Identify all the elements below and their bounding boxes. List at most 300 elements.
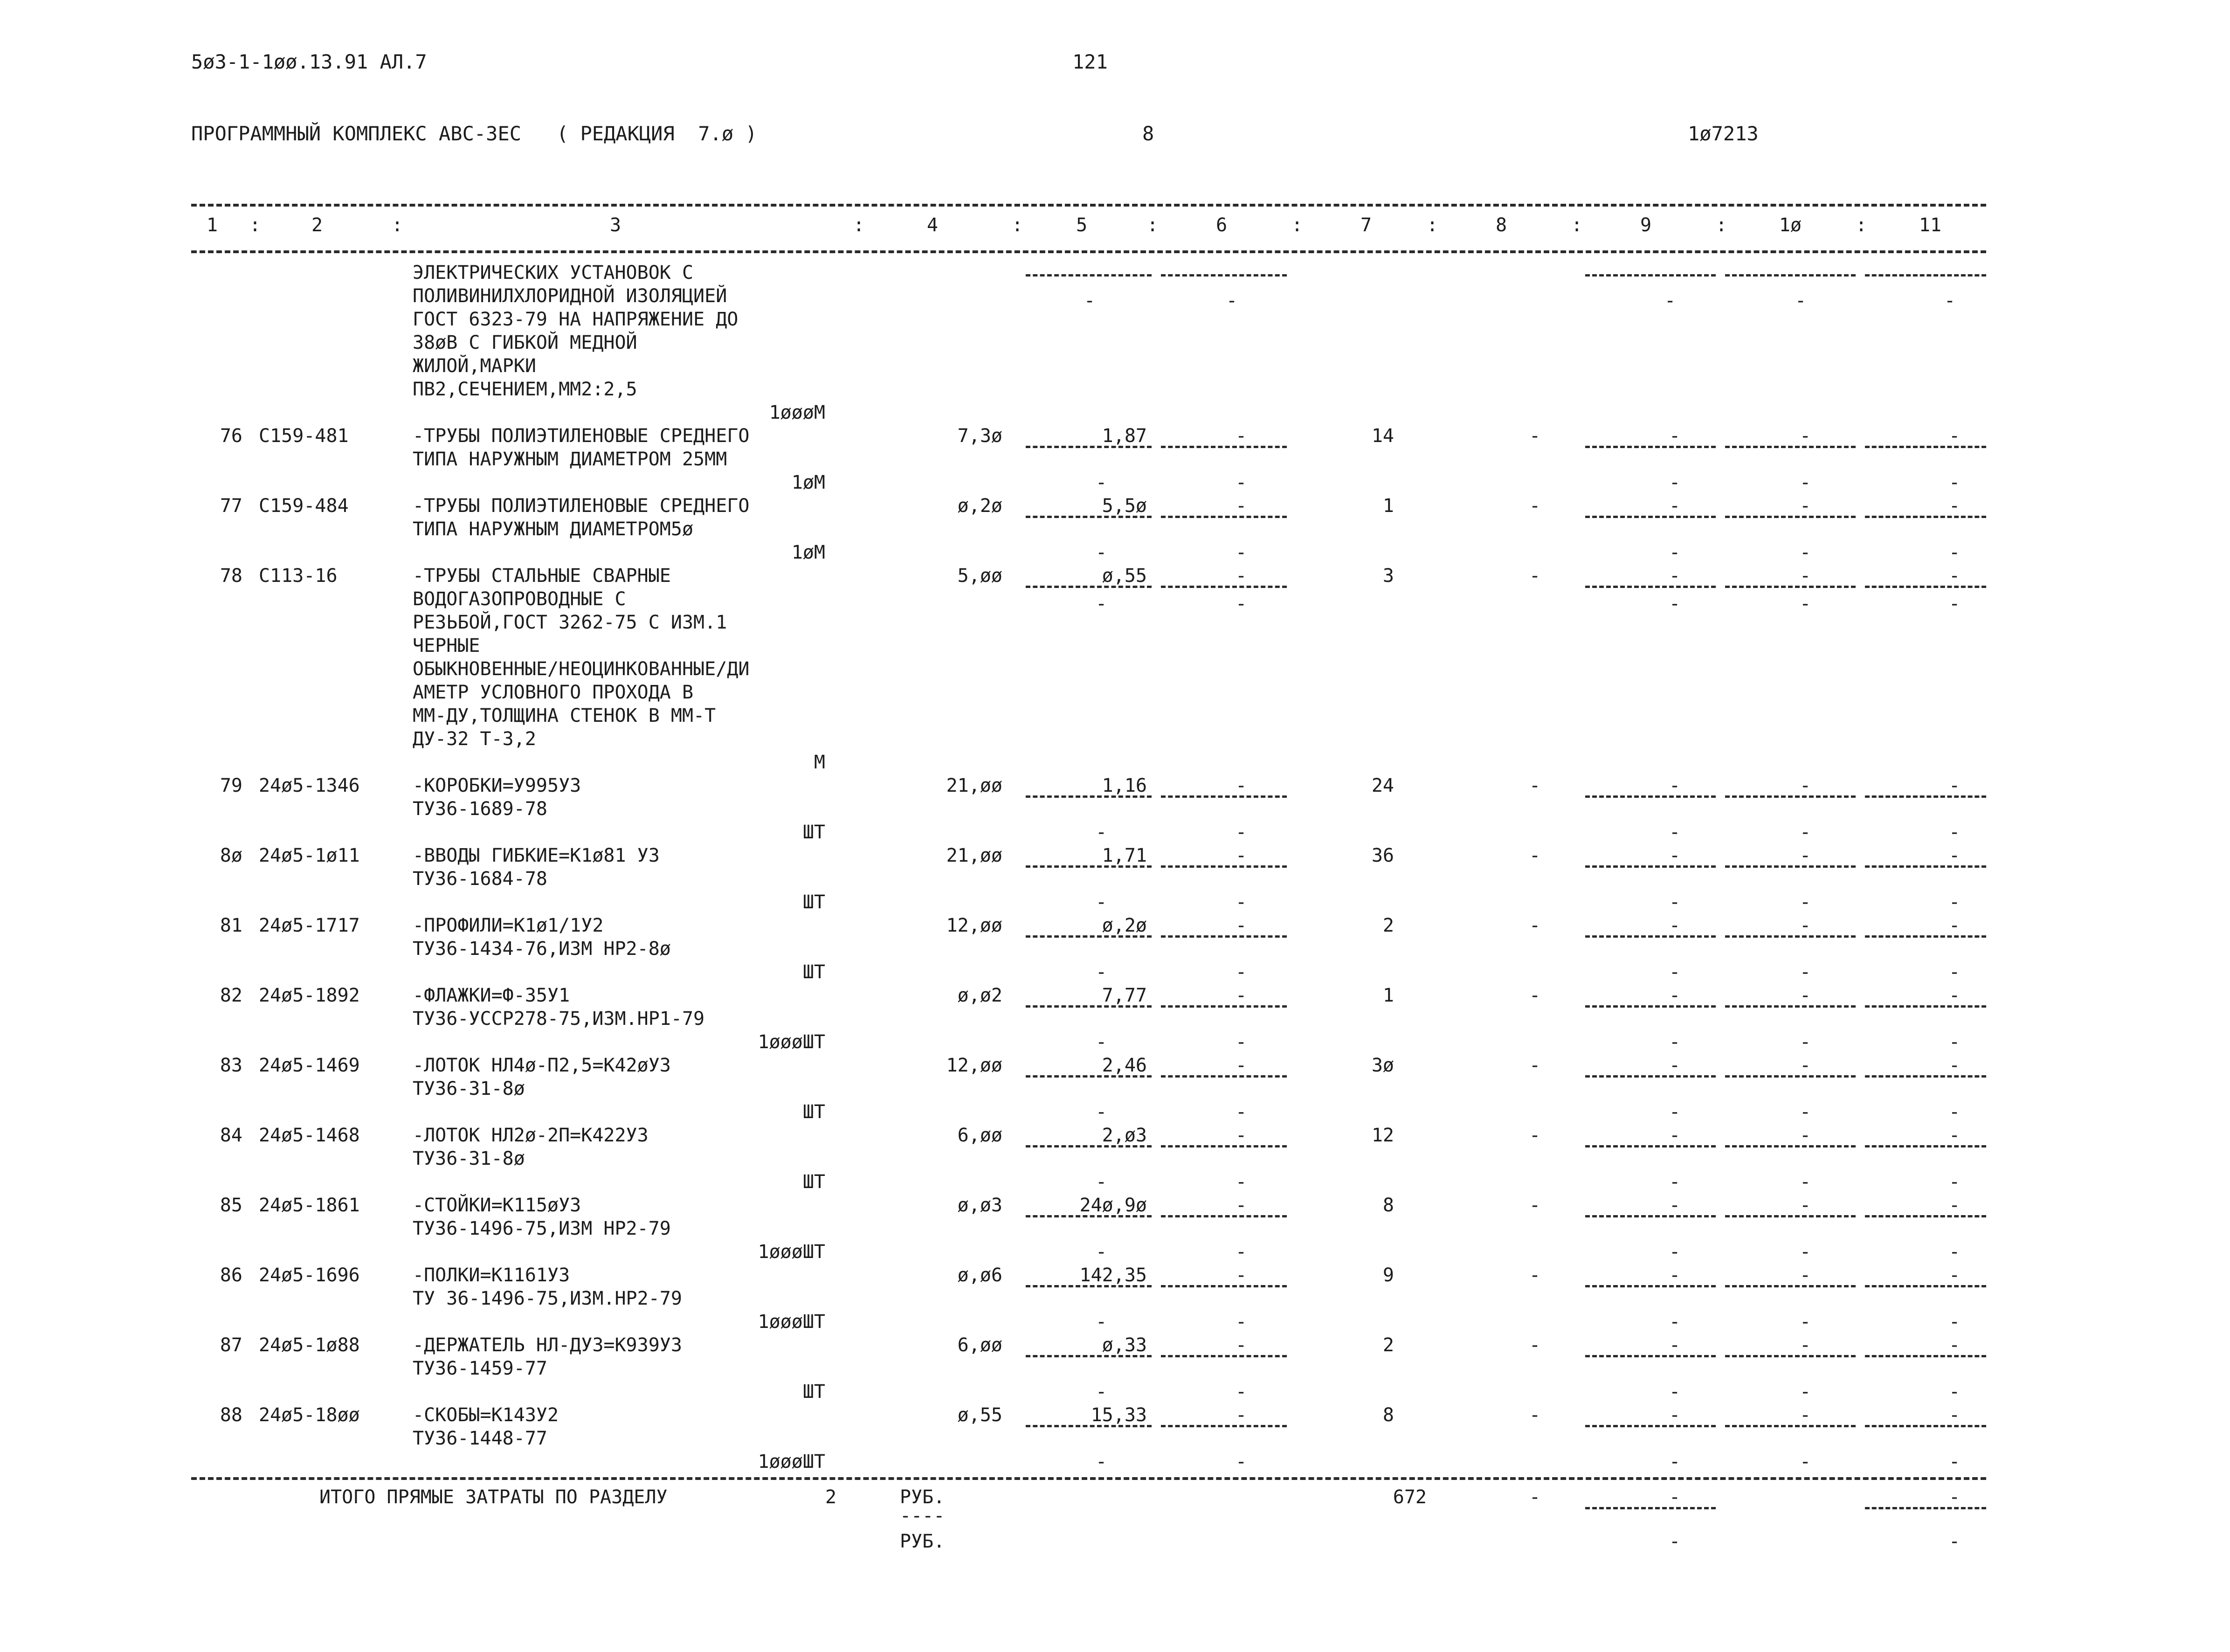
column-underline [1026,865,1152,868]
row-description-line: ТИПА НАРУЖНЫМ ДИАМЕТРОМ 25ММ [413,449,727,470]
row-col6: - [1236,425,1247,447]
row-col10: - [1800,495,1811,517]
total-col11-b: - [1949,1531,1961,1552]
dash-mark: - [1236,1031,1247,1053]
row-unit: ШТ [802,1171,825,1193]
row-price: 2,ø3 [1102,1125,1147,1146]
dash-mark: - [1669,892,1681,913]
row-description-line: ТУ36-1689-78 [413,798,547,820]
row-number: 85 [220,1195,242,1216]
column-underline [1026,1005,1152,1008]
row-unit: 1øøøШТ [758,1451,825,1472]
row-description-line: -ПРОФИЛИ=К1ø1/1У2 [413,915,604,936]
row-col8: - [1529,1055,1541,1076]
column-underline [1725,274,1856,276]
continuation-text-line: ЭЛЕКТРИЧЕСКИХ УСТАНОВОК С [413,262,694,283]
row-quantity: 21,øø [946,845,1002,866]
dash-mark: - [1669,1171,1681,1193]
row-description-line: ЧЕРНЫЕ [413,635,480,657]
row-description-line: ТУ36-1496-75,ИЗМ НР2-79 [413,1218,671,1239]
dash-mark: - [1236,1311,1247,1333]
row-col9: - [1669,1334,1681,1356]
row-col8: - [1529,1125,1541,1146]
row-number: 81 [220,915,242,936]
column-underline [1865,586,1986,588]
row-col9: - [1669,845,1681,866]
continuation-text-line: ГОСТ 6323-79 НА НАПРЯЖЕНИЕ ДО [413,309,739,330]
row-col11: - [1949,1055,1961,1076]
row-col11: - [1949,425,1961,447]
row-code: 24ø5-1696 [259,1265,360,1286]
row-quantity: ø,ø6 [957,1265,1002,1286]
row-col9: - [1669,1265,1681,1286]
row-col7: 3ø [1371,1055,1394,1076]
row-unit: 1øøøШТ [758,1311,825,1333]
dash-mark: - [1800,1031,1811,1053]
column-underline [1026,586,1152,588]
dash-mark: - [1096,1451,1107,1472]
column-underline [1585,1075,1716,1078]
dash-mark: - [1236,961,1247,983]
column-underline [1161,1285,1287,1287]
column-underline [1725,1145,1856,1147]
row-col10: - [1800,1265,1811,1286]
row-description-line: -СТОЙКИ=К115øУ3 [413,1195,581,1216]
row-price: 1,87 [1102,425,1147,447]
dash-mark: - [1800,1381,1811,1403]
row-unit: ШТ [802,1381,825,1403]
row-description-line: ТУ36-31-8ø [413,1078,525,1099]
row-number: 76 [220,425,242,447]
dash-mark: - [1800,961,1811,983]
dash-mark: - [1236,1381,1247,1403]
row-col9: - [1669,495,1681,517]
dash-mark: - [1949,1031,1961,1053]
row-col6: - [1236,1334,1247,1356]
row-col10: - [1800,915,1811,936]
row-description-line: ТУ36-1434-76,ИЗМ НР2-8ø [413,938,671,960]
total-col9-b: - [1669,1531,1681,1552]
row-col10: - [1800,775,1811,796]
row-code: 24ø5-1717 [259,915,360,936]
row-code: С159-481 [259,425,349,447]
row-description-line: -ВВОДЫ ГИБКИЕ=К1ø81 У3 [413,845,660,866]
column-underline [1161,795,1287,798]
column-header-5: 5 [1076,214,1088,236]
column-separator: : [853,214,865,236]
column-underline [1865,795,1986,798]
column-underline [1585,446,1716,448]
row-col10: - [1800,565,1811,587]
column-underline [1026,1355,1152,1357]
column-underline [1026,1145,1152,1147]
row-unit: ШТ [802,822,825,843]
row-col7: 3 [1382,565,1394,587]
column-underline [1585,1507,1716,1509]
column-underline [1865,1355,1986,1357]
dash-mark: - [1949,892,1961,913]
dash-mark: - [1800,542,1811,563]
column-underline [1725,586,1856,588]
column-underline [1161,1215,1287,1217]
row-col8: - [1529,1334,1541,1356]
row-col8: - [1529,845,1541,866]
row-unit: 1øМ [791,472,825,493]
row-col8: - [1529,1404,1541,1426]
row-col7: 9 [1382,1265,1394,1286]
column-underline [1585,274,1716,276]
column-header-6: 6 [1215,214,1228,236]
row-code: 24ø5-18øø [259,1404,360,1426]
row-number: 83 [220,1055,242,1076]
dash-mark: - [1236,472,1247,493]
row-description-line: ОБЫКНОВЕННЫЕ/НЕОЦИНКОВАННЫЕ/ДИ [413,658,750,680]
column-underline [1161,1355,1287,1357]
row-description-line: ТУ36-1448-77 [413,1428,547,1449]
column-underline [1725,935,1856,938]
row-quantity: ø,55 [957,1404,1002,1426]
total-currency: РУБ. [900,1486,945,1508]
row-col9: - [1669,1055,1681,1076]
row-col7: 12 [1371,1125,1394,1146]
dash-mark: - [1096,593,1107,615]
row-number: 86 [220,1265,242,1286]
dash-mark: - [1669,961,1681,983]
column-underline [1585,1425,1716,1427]
row-price: 1,71 [1102,845,1147,866]
column-separator: : [1856,214,1867,236]
row-unit: 1øøøШТ [758,1241,825,1263]
dash-mark: - [1236,892,1247,913]
dash-mark: - [1669,1241,1681,1263]
dash-mark: - [1669,1101,1681,1123]
row-description-line: ТУ36-31-8ø [413,1148,525,1169]
row-col7: 24 [1371,775,1394,796]
column-underline [1725,795,1856,798]
row-price: ø,55 [1102,565,1147,587]
total-currency-2: РУБ. [900,1531,945,1552]
column-underline [1026,516,1152,518]
row-quantity: ø,2ø [957,495,1002,517]
row-description-line: -ТРУБЫ ПОЛИЭТИЛЕНОВЫЕ СРЕДНЕГО [413,425,750,447]
dash-mark: - [1795,290,1807,311]
dash-mark: - [1949,1101,1961,1123]
column-underline [1865,1285,1986,1287]
row-number: 77 [220,495,242,517]
row-description-line: ММ-ДУ,ТОЛЩИНА СТЕНОК В ММ-Т [413,705,716,726]
row-code: 24ø5-1ø88 [259,1334,360,1356]
row-code: 24ø5-1468 [259,1125,360,1146]
column-separator: : [1571,214,1583,236]
row-col10: - [1800,1334,1811,1356]
total-section: 2 [825,1486,837,1508]
column-underline [1026,446,1152,448]
row-col10: - [1800,1055,1811,1076]
row-col11: - [1949,1265,1961,1286]
dash-mark: - [1669,472,1681,493]
row-col11: - [1949,915,1961,936]
dash-mark: - [1096,542,1107,563]
column-underline [1865,1425,1986,1427]
dash-mark: - [1084,290,1096,311]
row-quantity: 5,øø [957,565,1002,587]
dash-mark: - [1800,593,1811,615]
dash-mark: - [1096,1171,1107,1193]
dash-mark: - [1664,290,1676,311]
column-underline [1725,1005,1856,1008]
dash-mark: - [1669,822,1681,843]
column-underline [1026,1075,1152,1078]
row-col9: - [1669,775,1681,796]
dash-mark: - [1236,1101,1247,1123]
column-underline [1026,274,1152,276]
row-price: 1,16 [1102,775,1147,796]
row-col6: - [1236,1125,1247,1146]
row-col11: - [1949,565,1961,587]
column-separator: : [392,214,403,236]
row-col8: - [1529,495,1541,517]
dash-mark: - [1669,593,1681,615]
row-description-line: ВОДОГАЗОПРОВОДНЫЕ С [413,588,626,610]
row-col9: - [1669,1404,1681,1426]
sheet-number: 8 [1142,122,1154,145]
continuation-text-line: ЖИЛОЙ,МАРКИ [413,355,536,377]
row-description-line: -ДЕРЖАТЕЛЬ НЛ-ДУ3=К939У3 [413,1334,682,1356]
dash-mark: - [1949,593,1961,615]
row-description-line: АМЕТР УСЛОВНОГО ПРОХОДА В [413,682,694,703]
column-underline [1026,795,1152,798]
dash-mark: - [1236,593,1247,615]
dash-mark: - [1236,1451,1247,1472]
dash-mark: - [1949,542,1961,563]
dash-mark: - [1669,1031,1681,1053]
row-col11: - [1949,1334,1961,1356]
dash-mark: - [1949,822,1961,843]
column-underline [1725,1355,1856,1357]
column-underline [1585,586,1716,588]
row-col6: - [1236,775,1247,796]
row-col7: 8 [1382,1404,1394,1426]
row-quantity: 6,øø [957,1125,1002,1146]
row-description-line: -ЛОТОК НЛ2ø-2П=К422У3 [413,1125,649,1146]
dash-mark: - [1800,1171,1811,1193]
row-col6: - [1236,565,1247,587]
row-price: 5,5ø [1102,495,1147,517]
row-col7: 2 [1382,915,1394,936]
dash-mark: - [1096,822,1107,843]
row-unit: ШТ [802,961,825,983]
column-underline [1161,865,1287,868]
row-col9: - [1669,565,1681,587]
dash-mark: - [1096,1241,1107,1263]
column-header-9: 9 [1640,214,1652,236]
dash-mark: - [1949,1171,1961,1193]
column-underline [1585,1145,1716,1147]
table-top-rule [191,204,1986,207]
row-quantity: 12,øø [946,915,1002,936]
column-header-2: 2 [311,214,323,236]
document-code: 5ø3-1-1øø.13.91 АЛ.7 [191,50,427,73]
column-underline [1161,274,1287,276]
row-unit: ШТ [802,1101,825,1123]
row-col10: - [1800,425,1811,447]
dash-mark: - [1096,472,1107,493]
row-unit: ШТ [802,892,825,913]
row-description-line: ТУ36-1459-77 [413,1358,547,1379]
column-underline [1161,1075,1287,1078]
column-separator: : [1012,214,1023,236]
column-separator: : [1147,214,1159,236]
dash-mark: - [1944,290,1956,311]
row-description-line: ТУ36-1684-78 [413,868,547,890]
dash-mark: - [1669,1311,1681,1333]
row-col8: - [1529,425,1541,447]
column-header-10: 1ø [1779,214,1802,236]
column-underline [1725,1215,1856,1217]
total-col11: - [1949,1486,1961,1508]
row-col11: - [1949,775,1961,796]
column-underline [1725,446,1856,448]
row-quantity: ø,ø3 [957,1195,1002,1216]
row-col9: - [1669,915,1681,936]
row-col10: - [1800,1404,1811,1426]
row-col8: - [1529,985,1541,1006]
column-underline [1865,1005,1986,1008]
column-underline [1161,1145,1287,1147]
column-header-3: 3 [609,214,621,236]
column-underline [1161,516,1287,518]
column-header-11: 11 [1919,214,1942,236]
column-header-7: 7 [1360,214,1372,236]
dash-mark: - [1096,961,1107,983]
row-col10: - [1800,1125,1811,1146]
row-col9: - [1669,425,1681,447]
dash-mark: - [1236,1171,1247,1193]
continuation-text-line: 38øВ С ГИБКОЙ МЕДНОЙ [413,332,637,353]
column-underline [1585,1005,1716,1008]
dash-mark: - [1949,1311,1961,1333]
row-col7: 1 [1382,495,1394,517]
row-col7: 8 [1382,1195,1394,1216]
column-underline [1585,1285,1716,1287]
column-separator: : [1427,214,1438,236]
dash-mark: - [1800,1311,1811,1333]
dash-mark: - [1096,1031,1107,1053]
column-underline [1026,1285,1152,1287]
column-header-1: 1 [206,214,218,236]
column-separator: : [249,214,261,236]
column-underline [1865,1215,1986,1217]
dash-mark: - [1800,1451,1811,1472]
row-description-line: -ТРУБЫ СТАЛЬНЫЕ СВАРНЫЕ [413,565,671,587]
row-number: 88 [220,1404,242,1426]
column-underline [1161,935,1287,938]
row-col10: - [1800,985,1811,1006]
row-unit: М [814,752,825,773]
row-col11: - [1949,845,1961,866]
row-col7: 14 [1371,425,1394,447]
dash-mark: - [1800,822,1811,843]
column-underline [1725,865,1856,868]
dash-mark: - [1800,892,1811,913]
row-code: 24ø5-1ø11 [259,845,360,866]
dash-mark: - [1949,1451,1961,1472]
dash-mark: - [1096,1101,1107,1123]
row-description-line: -СКОБЫ=К143У2 [413,1404,559,1426]
column-underline [1865,1075,1986,1078]
row-col11: - [1949,1404,1961,1426]
column-underline [1725,516,1856,518]
row-price: 142,35 [1079,1265,1147,1286]
row-col6: - [1236,1265,1247,1286]
row-price: ø,33 [1102,1334,1147,1356]
row-col6: - [1236,495,1247,517]
row-col8: - [1529,1265,1541,1286]
row-col9: - [1669,1125,1681,1146]
column-underline [1865,1145,1986,1147]
total-label: ИТОГО ПРЯМЫЕ ЗАТРАТЫ ПО РАЗДЕЛУ [319,1486,668,1508]
row-col6: - [1236,1404,1247,1426]
total-currency-underline: ---- [900,1505,945,1527]
row-unit: 1øøøШТ [758,1031,825,1053]
row-code: С159-484 [259,495,349,517]
row-code: 24ø5-1346 [259,775,360,796]
column-underline [1585,1355,1716,1357]
row-col11: - [1949,1195,1961,1216]
row-col8: - [1529,565,1541,587]
column-underline [1161,1005,1287,1008]
row-col8: - [1529,775,1541,796]
row-description-line: -ФЛАЖКИ=Ф-35У1 [413,985,570,1006]
column-underline [1865,865,1986,868]
row-col6: - [1236,915,1247,936]
row-number: 78 [220,565,242,587]
dash-mark: - [1669,1381,1681,1403]
row-description-line: -КОРОБКИ=У995У3 [413,775,581,796]
continuation-text-line: ПОЛИВИНИЛХЛОРИДНОЙ ИЗОЛЯЦИЕЙ [413,285,727,307]
row-col7: 36 [1371,845,1394,866]
row-col6: - [1236,845,1247,866]
column-underline [1585,516,1716,518]
document-id: 1ø7213 [1688,122,1759,145]
row-col11: - [1949,1125,1961,1146]
dash-mark: - [1800,1101,1811,1123]
row-col9: - [1669,985,1681,1006]
row-description-line: ТУ 36-1496-75,ИЗМ.НР2-79 [413,1288,682,1309]
table-header-rule [191,250,1986,253]
dash-mark: - [1236,822,1247,843]
row-description-line: -ПОЛКИ=К1161У3 [413,1265,570,1286]
column-underline [1026,1425,1152,1427]
row-col10: - [1800,845,1811,866]
row-col6: - [1236,1195,1247,1216]
column-underline [1865,1507,1986,1509]
row-code: 24ø5-1469 [259,1055,360,1076]
row-unit: 1øМ [791,542,825,563]
dash-mark: - [1096,892,1107,913]
row-price: 15,33 [1091,1404,1147,1426]
column-underline [1585,795,1716,798]
row-description-line: ТУ36-УССР278-75,ИЗМ.НР1-79 [413,1008,705,1030]
column-underline [1865,516,1986,518]
row-price: 24ø,9ø [1079,1195,1147,1216]
dash-mark: - [1096,1311,1107,1333]
dash-mark: - [1949,1241,1961,1263]
total-rule [191,1477,1986,1480]
column-underline [1865,935,1986,938]
row-col8: - [1529,1195,1541,1216]
continuation-unit: 1øøøМ [769,402,825,423]
